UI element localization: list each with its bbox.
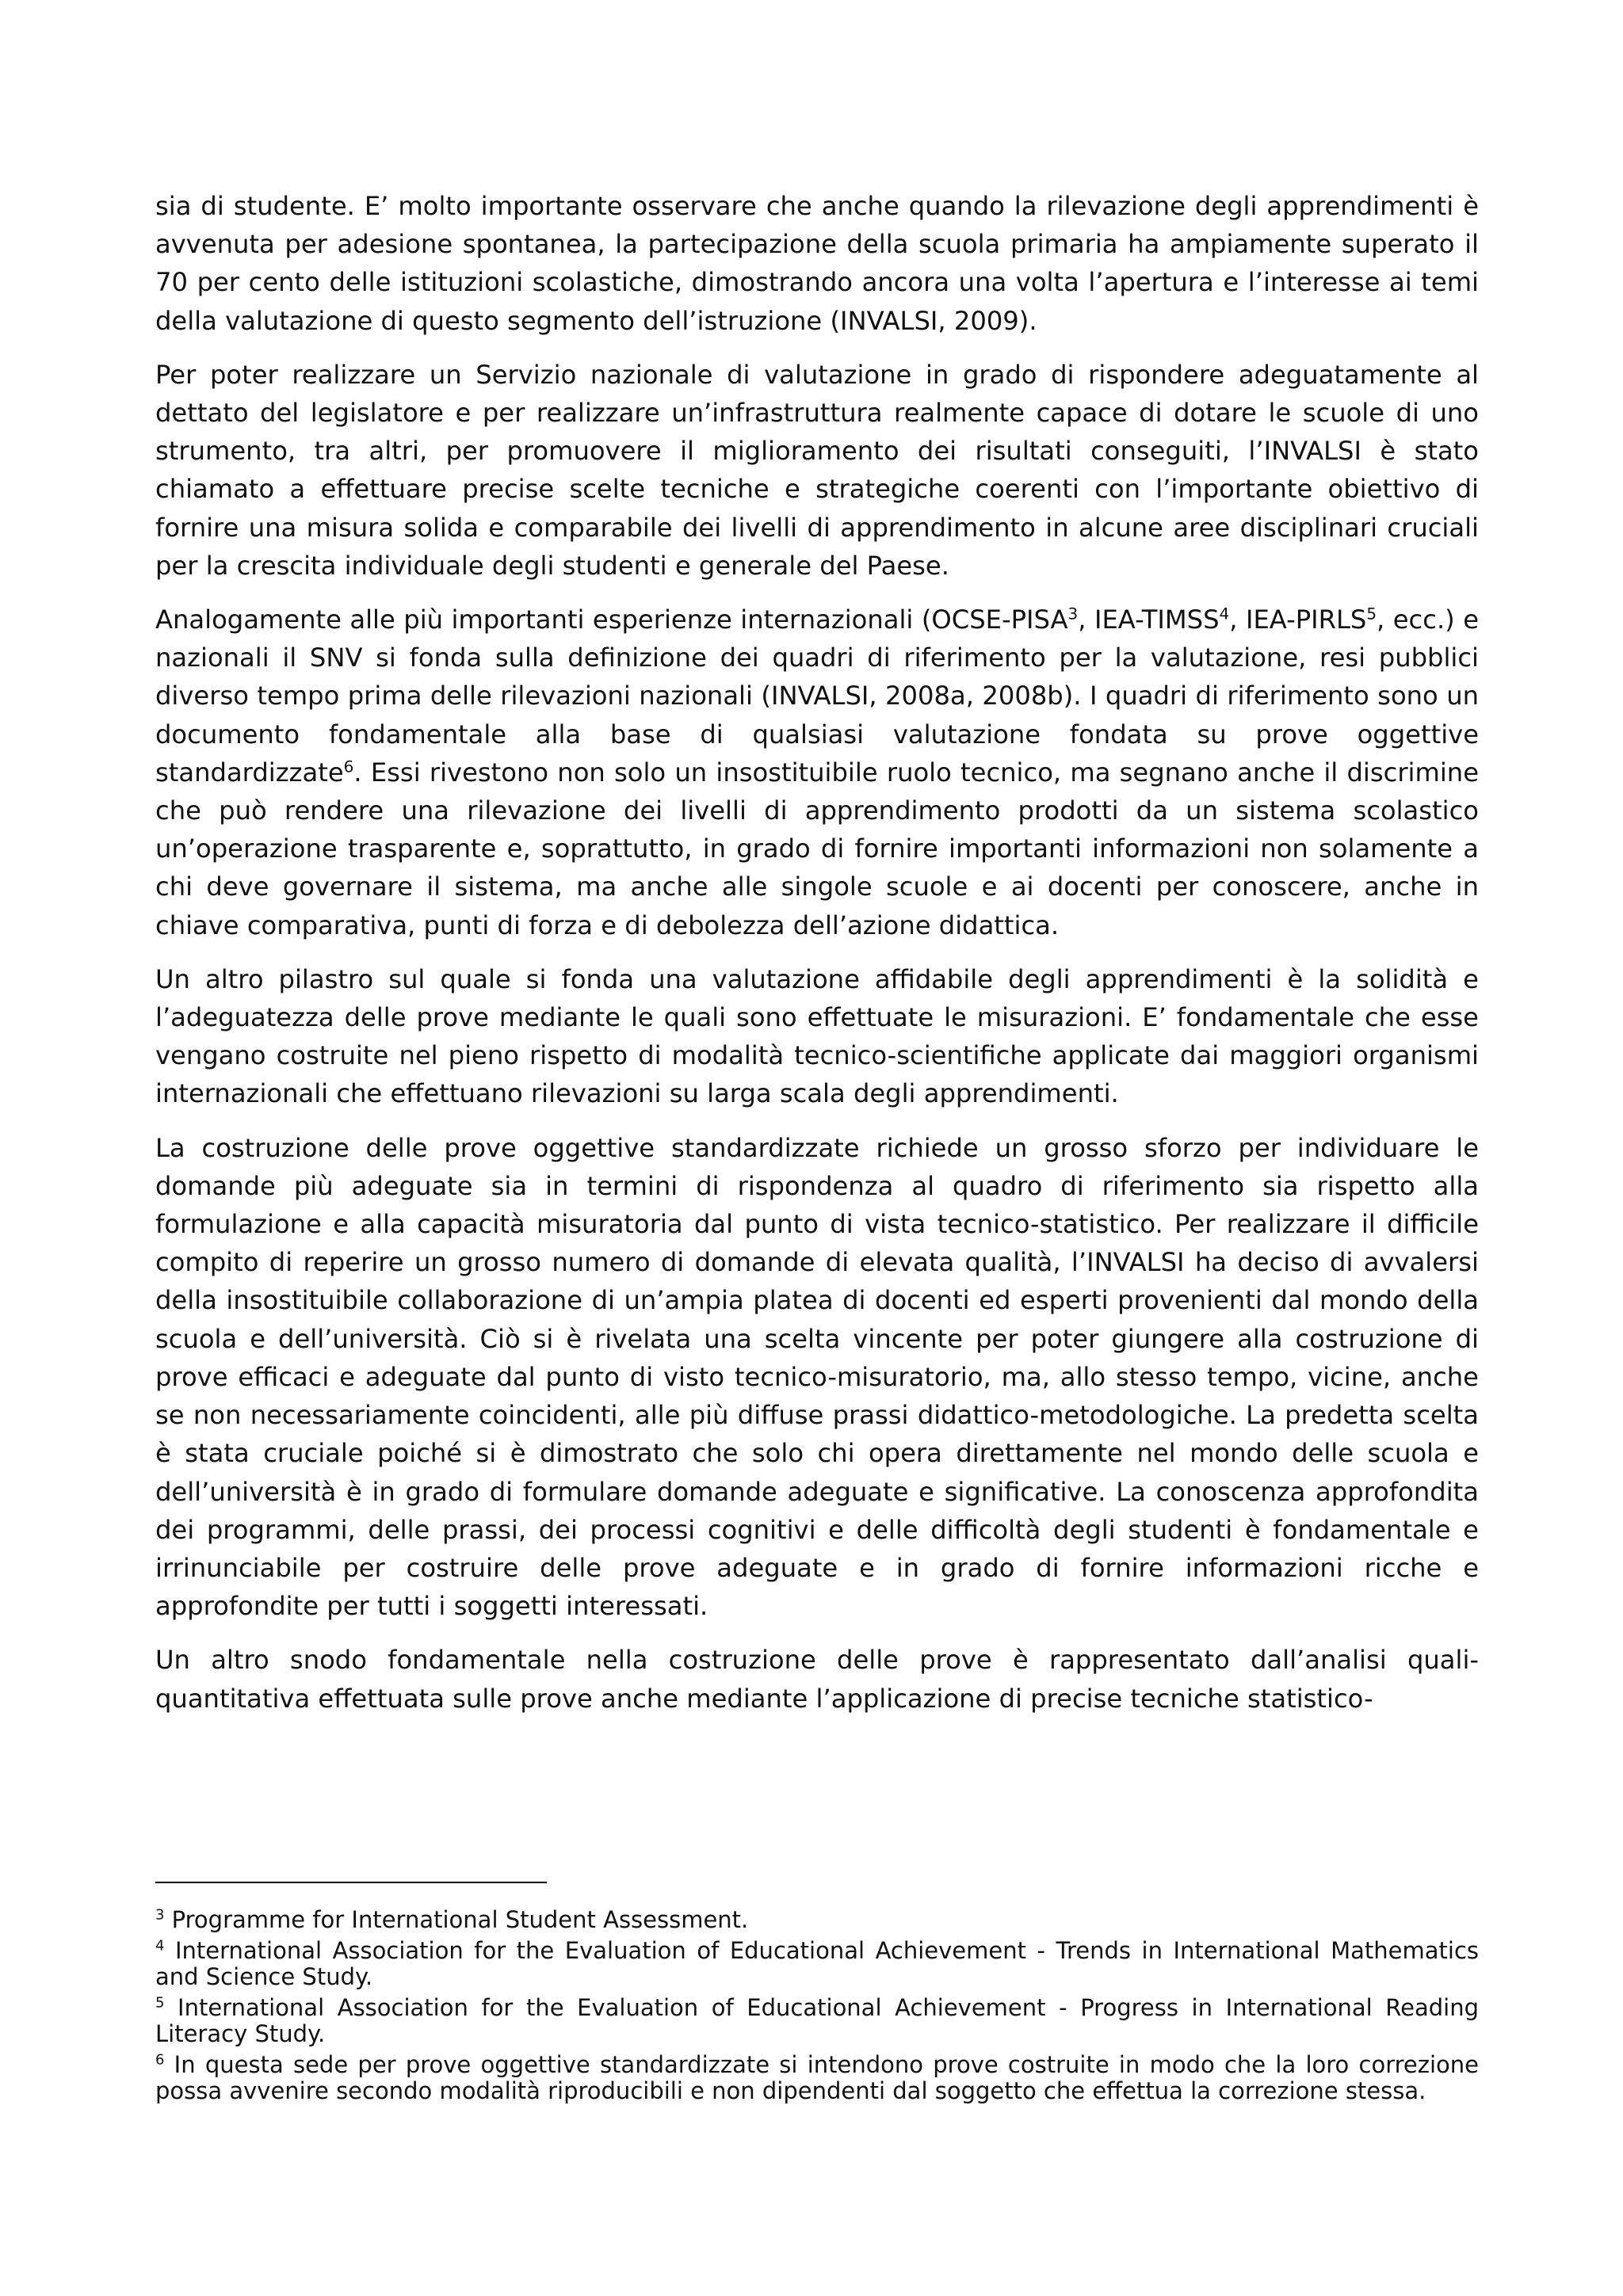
footnote-mark: 3 <box>155 1906 165 1924</box>
footnote-mark: 4 <box>155 1937 165 1955</box>
footnote-reference: 5 <box>1366 604 1377 624</box>
paragraph <box>155 187 1479 340</box>
paragraph-text: Per poter realizzare un Servizio nazionale di valutazione in grado di rispondere adeguatamente al dettato del legislatore e per realizzare un’infrastruttura realmente capace di dotare le scuole di uno strumento, tra altri, per promuovere il miglioramento dei risultati conseguiti, l’INVALSI è stato chiamato a effettuare precise scelte tecniche e strategiche coerenti con l’importante obiettivo di fornire una misura solida e comparabile dei livelli di apprendimento in alcune aree disciplinari cruciali per la crescita individuale degli studenti e generale del Paese. <box>155 359 1479 581</box>
paragraph-text: Analogamente alle più importanti esperienze internazionali (OCSE-PISA <box>155 605 1068 635</box>
paragraph-text: , ecc.) e nazionali il SNV si fonda sulla definizione dei quadri di riferimento per la valutazione, resi pubblici diverso tempo prima delle rilevazioni nazionali (INVALSI, 2008a, 2008b). I quadri di riferimento sono un documento fondamentale alla base di qualsiasi valutazione fondata su prove oggettive standardizzate <box>155 605 1479 788</box>
paragraph <box>155 1641 1479 1717</box>
document-body <box>155 187 1479 1733</box>
footnote-text: Programme for International Student Assessment. <box>164 1906 749 1933</box>
paragraph-text: sia di studente. E’ molto importante osservare che anche quando la rilevazione degli apprendimenti è avvenuta per adesione spontanea, la partecipazione della scuola primaria ha ampiamente superato il 70 per cento delle istituzioni scolastiche, dimostrando ancora una volta l’apertura e l’interesse ai temi della valutazione di questo segmento dell’istruzione (INVALSI, 2009). <box>155 191 1479 336</box>
footnote-reference: 6 <box>343 757 354 776</box>
paragraph-text: La costruzione delle prove oggettive standardizzate richiede un grosso sforzo per individuare le domande più adeguate sia in termini di rispondenza al quadro di riferimento sia rispetto alla formulazione e alla capacità misuratoria dal punto di vista tecnico-statistico. Per realizzare il difficile compito di reperire un grosso numero di domande di elevata qualità, l’INVALSI ha deciso di avvalersi della insostituibile collaborazione di un’ampia platea di docenti ed esperti provenienti dal mondo della scuola e dell’università. Ciò si è rivelata una scelta vincente per poter giungere alla costruzione di prove efficaci e adeguate dal punto di visto tecnico-misuratorio, ma, allo stesso tempo, vicine, anche se non necessariamente coincidenti, alle più diffuse prassi didattico-metodologiche. La predetta scelta è stata cruciale poiché si è dimostrato che solo chi opera direttamente nel mondo delle scuola e dell’università è in grado di formulare domande adeguate e significative. La conoscenza approfondita dei programmi, delle prassi, dei processi cognitivi e delle difficoltà degli studenti è fondamentale e irrinunciabile per costruire delle prove adeguate e in grado di fornire informazioni ricche e approfondite per tutti i soggetti interessati. <box>155 1132 1479 1622</box>
footnote <box>155 1995 1479 2047</box>
footnote <box>155 1907 1479 1933</box>
footnote-mark: 6 <box>155 2051 165 2069</box>
paragraph <box>155 356 1479 585</box>
paragraph-text: Un altro pilastro sul quale si fonda una valutazione affidabile degli apprendimenti è la solidità e l’adeguatezza delle prove mediante le quali sono effettuate le misurazioni. E’ fondamentale che esse vengano costruite nel pieno rispetto di modalità tecnico-scientifiche applicate dai maggiori organismi internazionali che effettuano rilevazioni su larga scala degli apprendimenti. <box>155 963 1479 1109</box>
paragraph <box>155 1129 1479 1626</box>
footnotes-section <box>155 1882 1479 2109</box>
paragraph-text: , IEA-TIMSS <box>1078 605 1220 635</box>
paragraph <box>155 601 1479 944</box>
footnote <box>155 1938 1479 1990</box>
paragraph <box>155 960 1479 1113</box>
paragraph-text: , IEA-PIRLS <box>1229 605 1367 635</box>
paragraph-text: . Essi rivestono non solo un insostituibile ruolo tecnico, ma segnano anche il discrimine che può rendere una rilevazione dei livelli di apprendimento prodotti da un sistema scolastico un’operazione trasparente e, soprattutto, in grado di fornire importanti informazioni non solamente a chi deve governare il sistema, ma anche alle singole scuole e ai docenti per conoscere, anche in chiave comparativa, punti di forza e di debolezza dell’azione didattica. <box>155 757 1479 940</box>
footnote-mark: 5 <box>155 1994 165 2012</box>
footnote-separator <box>155 1882 547 1883</box>
footnote-text: In questa sede per prove oggettive standardizzate si intendono prove costruite in modo che la loro correzione possa avvenire secondo modalità riproducibili e non dipendenti dal soggetto che effettua la correzione stessa. <box>155 2051 1479 2104</box>
footnote-reference: 4 <box>1219 604 1230 624</box>
footnote-reference: 3 <box>1067 604 1079 624</box>
footnote <box>155 2052 1479 2104</box>
footnote-text: International Association for the Evaluation of Educational Achievement - Progress in International Reading Literacy Study. <box>155 1994 1479 2047</box>
paragraph-text: Un altro snodo fondamentale nella costruzione delle prove è rappresentato dall’analisi quali-quantitativa effettuata sulle prove anche mediante l’applicazione di precise tecniche statistico- <box>155 1645 1479 1714</box>
footnote-text: International Association for the Evaluation of Educational Achievement - Trends in International Mathematics and Science Study. <box>155 1937 1479 1990</box>
